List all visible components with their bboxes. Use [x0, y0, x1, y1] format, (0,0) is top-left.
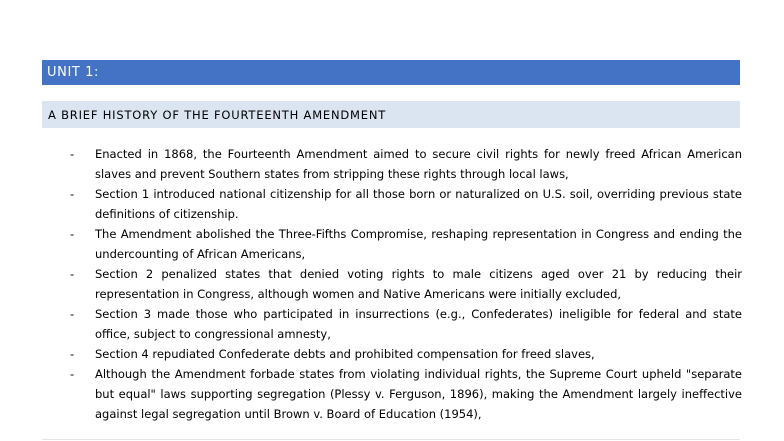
bullet-text: Section 2 penalized states that denied voting rights to male citizens aged over 21 by reducing their representation in Congress, although women and Native Americans were initially excluded, — [95, 267, 742, 301]
bullet-dash: - — [70, 347, 75, 361]
bullet-item — [62, 264, 742, 304]
bullet-item — [62, 184, 742, 224]
bullet-item — [62, 224, 742, 264]
bullet-dash: - — [70, 187, 75, 201]
section-title: A BRIEF HISTORY OF THE FOURTEENTH AMENDMENT — [48, 107, 387, 122]
bullet-text: The Amendment abolished the Three-Fifths Compromise, reshaping representation in Congress and ending the undercounting of African Americans, — [95, 227, 742, 261]
bullet-dash: - — [70, 267, 75, 281]
bullet-text: Enacted in 1868, the Fourteenth Amendment aimed to secure civil rights for newly freed African American slaves and prevent Southern states from stripping these rights through local laws, — [95, 147, 742, 181]
bullet-text: Section 3 made those who participated in insurrections (e.g., Confederates) ineligible for federal and state office, subject to congressional amnesty, — [95, 307, 742, 341]
bullet-dash: - — [70, 227, 75, 241]
bullet-dash: - — [70, 307, 75, 321]
bullet-item — [62, 364, 742, 424]
bullet-item — [62, 344, 742, 364]
bullet-text: Section 4 repudiated Confederate debts and prohibited compensation for freed slaves, — [95, 347, 595, 361]
unit-title: UNIT 1: — [47, 65, 99, 80]
bullet-text: Although the Amendment forbade states from violating individual rights, the Supreme Court upheld "separate but equal" laws supporting segregation (Plessy v. Ferguson, 1896), making the Amendment largely ineffective against legal segregation until Brown v. Board of Education (1954), — [95, 367, 742, 421]
bullet-list — [62, 144, 742, 424]
bullet-dash: - — [70, 147, 75, 161]
bullet-item — [62, 144, 742, 184]
unit-header-bar — [42, 60, 740, 85]
bullet-text: Section 1 introduced national citizenship for all those born or naturalized on U.S. soil, overriding previous state definitions of citizenship. — [95, 187, 742, 221]
bullet-dash: - — [70, 367, 75, 381]
section-header-bar — [42, 101, 740, 128]
bottom-divider — [42, 439, 740, 440]
bullet-item — [62, 304, 742, 344]
